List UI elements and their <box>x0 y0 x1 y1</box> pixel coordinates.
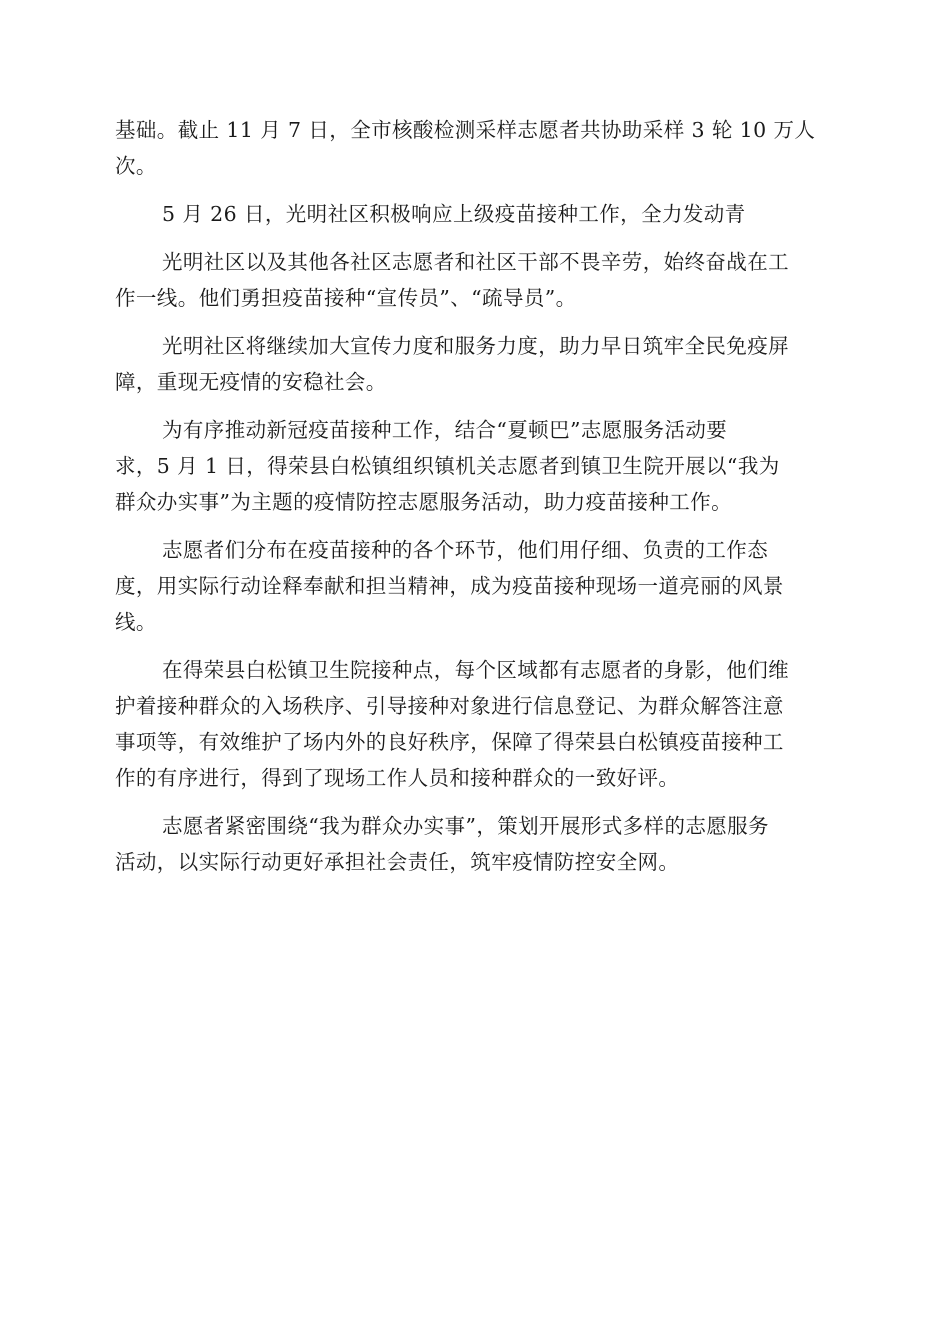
paragraph-line: 活动，以实际行动更好承担社会责任，筑牢疫情防控安全网。 <box>115 850 680 874</box>
paragraph-line: 在得荣县白松镇卫生院接种点，每个区域都有志愿者的身影，他们维 <box>162 658 789 682</box>
paragraph-line: 光明社区以及其他各社区志愿者和社区干部不畏辛劳，始终奋战在工 <box>162 250 789 274</box>
document-body <box>115 112 837 892</box>
paragraph-line: 线。 <box>115 610 157 634</box>
paragraph-8 <box>115 808 837 880</box>
paragraph-line: 障，重现无疫情的安稳社会。 <box>115 370 387 394</box>
paragraph-6 <box>115 532 837 640</box>
paragraph-line: 为有序推动新冠疫苗接种工作，结合“夏顿巴”志愿服务活动要 <box>162 418 728 442</box>
paragraph-line: 作的有序进行，得到了现场工作人员和接种群众的一致好评。 <box>115 766 680 790</box>
paragraph-line: 基础。截止 11 月 7 日，全市核酸检测采样志愿者共协助采样 3 轮 10 万人 <box>115 118 816 142</box>
paragraph-3 <box>115 244 837 316</box>
paragraph-line: 度，用实际行动诠释奉献和担当精神，成为疫苗接种现场一道亮丽的风景 <box>115 574 784 598</box>
paragraph-line: 群众办实事”为主题的疫情防控志愿服务活动，助力疫苗接种工作。 <box>115 490 732 514</box>
paragraph-line: 作一线。他们勇担疫苗接种“宣传员”、“疏导员”。 <box>115 286 577 310</box>
paragraph-2 <box>115 196 837 232</box>
paragraph-5 <box>115 412 837 520</box>
paragraph-line: 护着接种群众的入场秩序、引导接种对象进行信息登记、为群众解答注意 <box>115 694 784 718</box>
paragraph-line: 事项等，有效维护了场内外的良好秩序，保障了得荣县白松镇疫苗接种工 <box>115 730 784 754</box>
paragraph-line: 志愿者紧密围绕“我为群众办实事”，策划开展形式多样的志愿服务 <box>162 814 769 838</box>
paragraph-line: 光明社区将继续加大宣传力度和服务力度，助力早日筑牢全民免疫屏 <box>162 334 789 358</box>
paragraph-line: 次。 <box>115 154 157 178</box>
paragraph-7 <box>115 652 837 796</box>
paragraph-4 <box>115 328 837 400</box>
paragraph-line: 5 月 26 日，光明社区积极响应上级疫苗接种工作，全力发动青 <box>162 202 746 226</box>
paragraph-line: 求，5 月 1 日，得荣县白松镇组织镇机关志愿者到镇卫生院开展以“我为 <box>115 454 780 478</box>
paragraph-line: 志愿者们分布在疫苗接种的各个环节，他们用仔细、负责的工作态 <box>162 538 769 562</box>
paragraph-1 <box>115 112 837 184</box>
